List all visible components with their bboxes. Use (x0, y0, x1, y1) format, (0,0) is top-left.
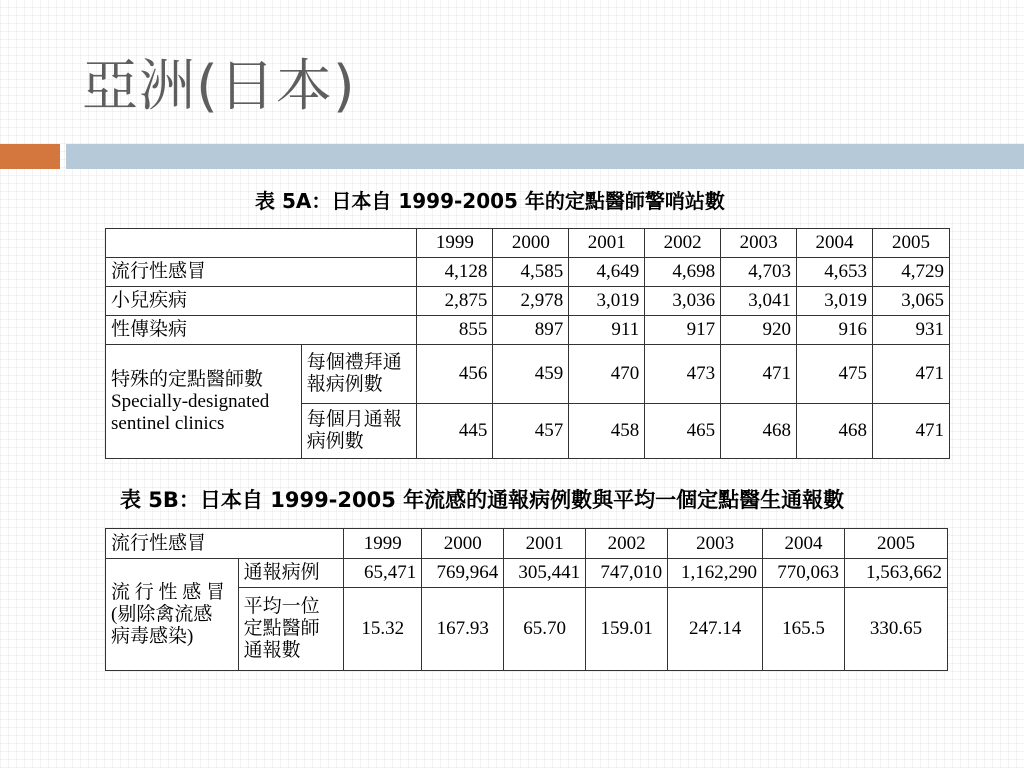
year-header: 2004 (763, 529, 845, 559)
table-cell: 159.01 (586, 588, 668, 671)
table-cell: 457 (493, 404, 569, 459)
table-cell: 897 (493, 316, 569, 345)
year-header: 2001 (569, 229, 645, 258)
table-cell: 247.14 (668, 588, 763, 671)
table-cell: 3,041 (721, 287, 797, 316)
special-label-en: sentinel clinics (111, 412, 225, 434)
year-header: 2004 (797, 229, 873, 258)
sub-row-label (301, 404, 417, 459)
table-cell: 747,010 (586, 559, 668, 588)
year-header: 1999 (344, 529, 422, 559)
table-cell: 920 (721, 316, 797, 345)
row-label: 小兒疾病 (106, 287, 417, 316)
table-cell: 15.32 (344, 588, 422, 671)
sub-row-label: 通報病例 (238, 559, 344, 588)
year-header: 2001 (504, 529, 586, 559)
accent-bar-orange (0, 144, 60, 169)
table-row (106, 287, 950, 316)
group-label-line: (剔除禽流感 (111, 603, 213, 625)
table-cell: 4,729 (872, 258, 949, 287)
table-cell: 167.93 (422, 588, 504, 671)
table-row (106, 316, 950, 345)
sub-label-line: 病例數 (306, 431, 364, 452)
table-cell: 916 (797, 316, 873, 345)
group-label-line: 病毒感染) (111, 625, 194, 647)
special-clinics-label (106, 345, 302, 459)
table-cell: 2,978 (493, 287, 569, 316)
table-row (106, 345, 950, 404)
year-header: 2003 (721, 229, 797, 258)
year-header: 2005 (845, 529, 948, 559)
table-cell: 65,471 (344, 559, 422, 588)
table-cell: 3,019 (797, 287, 873, 316)
table-cell: 855 (417, 316, 493, 345)
table-cell: 65.70 (504, 588, 586, 671)
table-cell: 468 (721, 404, 797, 459)
table-cell: 468 (797, 404, 873, 459)
year-header: 2000 (493, 229, 569, 258)
year-header: 2003 (668, 529, 763, 559)
header-blank-cell (106, 229, 417, 258)
table-cell: 3,019 (569, 287, 645, 316)
sub-label-line: 每個禮拜通 (306, 352, 402, 373)
table-cell: 4,653 (797, 258, 873, 287)
table-cell: 911 (569, 316, 645, 345)
sub-label-line: 通報數 (243, 640, 301, 661)
table-cell: 473 (645, 345, 721, 404)
table-cell: 917 (645, 316, 721, 345)
year-header: 2005 (872, 229, 949, 258)
table-cell: 4,585 (493, 258, 569, 287)
table-cell: 931 (872, 316, 949, 345)
accent-bar-blue (66, 144, 1024, 169)
table-influenza-reports (105, 528, 948, 671)
table-cell: 4,698 (645, 258, 721, 287)
sub-label-line: 平均一位 (243, 596, 320, 617)
table-cell: 4,649 (569, 258, 645, 287)
year-header: 2002 (586, 529, 668, 559)
table-cell: 456 (417, 345, 493, 404)
table-cell: 1,162,290 (668, 559, 763, 588)
table-b-title: 表 5B：日本自 1999-2005 年流感的通報病例數與平均一個定點醫生通報數 (120, 488, 845, 512)
table-cell: 4,128 (417, 258, 493, 287)
table-cell: 3,036 (645, 287, 721, 316)
table-cell: 471 (721, 345, 797, 404)
table-cell: 305,441 (504, 559, 586, 588)
header-label: 流行性感冒 (106, 529, 344, 559)
slide-title: 亞洲(日本) (82, 54, 356, 119)
table-cell: 4,703 (721, 258, 797, 287)
special-label-en: Specially-designated (111, 390, 270, 412)
table-sentinel-sites (105, 228, 950, 459)
table-cell: 769,964 (422, 559, 504, 588)
sub-label-line: 定點醫師 (243, 618, 320, 639)
sub-row-label (301, 345, 417, 404)
table-header-row (106, 229, 950, 258)
table-a-title: 表 5A：日本自 1999-2005 年的定點醫師警哨站數 (255, 189, 725, 213)
table-cell: 3,065 (872, 287, 949, 316)
table-cell: 459 (493, 345, 569, 404)
table-cell: 465 (645, 404, 721, 459)
table-cell: 770,063 (763, 559, 845, 588)
table-cell: 445 (417, 404, 493, 459)
group-label (106, 559, 239, 671)
group-label-line: 流 行 性 感 冒 (111, 581, 226, 603)
row-label: 性傳染病 (106, 316, 417, 345)
table-cell: 471 (872, 404, 949, 459)
table-row (106, 559, 948, 588)
sub-label-line: 報病例數 (306, 374, 383, 395)
year-header: 2002 (645, 229, 721, 258)
table-cell: 471 (872, 345, 949, 404)
special-label-zh: 特殊的定點醫師數 (111, 368, 264, 390)
table-cell: 2,875 (417, 287, 493, 316)
table-header-row (106, 529, 948, 559)
year-header: 1999 (417, 229, 493, 258)
table-cell: 1,563,662 (845, 559, 948, 588)
table-cell: 475 (797, 345, 873, 404)
table-cell: 458 (569, 404, 645, 459)
table-cell: 330.65 (845, 588, 948, 671)
sub-row-label (238, 588, 344, 671)
table-cell: 165.5 (763, 588, 845, 671)
year-header: 2000 (422, 529, 504, 559)
row-label: 流行性感冒 (106, 258, 417, 287)
table-row (106, 258, 950, 287)
table-cell: 470 (569, 345, 645, 404)
sub-label-line: 每個月通報 (306, 409, 402, 430)
